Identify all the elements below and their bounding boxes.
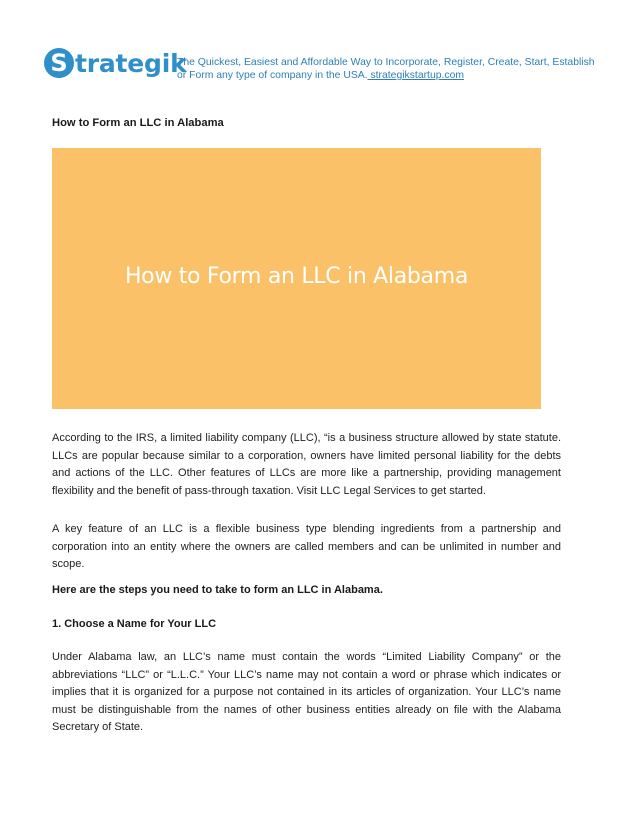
logo-text: trategik xyxy=(75,48,187,78)
steps-heading: Here are the steps you need to take to form an LLC in Alabama. xyxy=(52,584,383,596)
website-link[interactable]: strategikstartup.com xyxy=(367,70,465,81)
hero-banner-text: How to Form an LLC in Alabama xyxy=(124,264,469,289)
step1-heading: 1. Choose a Name for Your LLC xyxy=(52,618,217,630)
intro-paragraph: According to the IRS, a limited liability company (LLC), “is a business structure allowed by state statute. LLCs are popular because similar to a corporation, owners have limited personal liability for the debts and actions of the LLC. Other features of LLCs are more like a partnership, providing management flexibility and the benefit of pass-through taxation. Visit LLC Legal Services to get started. xyxy=(52,432,561,497)
step1-paragraph: Under Alabama law, an LLC’s name must contain the words “Limited Liability Company” or the abbreviations “LLC” or “L.L.C.” Your LLC’s name may not contain a word or phrase which indicates or implies that it is organized for a purpose not contained in its articles of organization. Your LLC’s name must be distinguishable from the names of other business entities already on file with the Alabama Secretary of State. xyxy=(52,651,561,733)
llc-feature-paragraph: A key feature of an LLC is a flexible business type blending ingredients from a partnership and corporation into an entity where the owners are called members and can be unlimited in number and scope. xyxy=(52,523,561,570)
document-title: How to Form an LLC in Alabama xyxy=(52,117,224,129)
page-header xyxy=(44,44,604,88)
logo-letter: S xyxy=(50,49,68,77)
logo-mark-icon xyxy=(44,48,74,78)
hero-banner xyxy=(52,148,541,409)
header-tagline xyxy=(177,56,597,82)
tagline-text: The Quickest, Easiest and Affordable Way to Incorporate, Register, Create, Start, Establish or Form any type of company in the USA. xyxy=(177,57,595,81)
strategik-logo xyxy=(44,48,187,78)
